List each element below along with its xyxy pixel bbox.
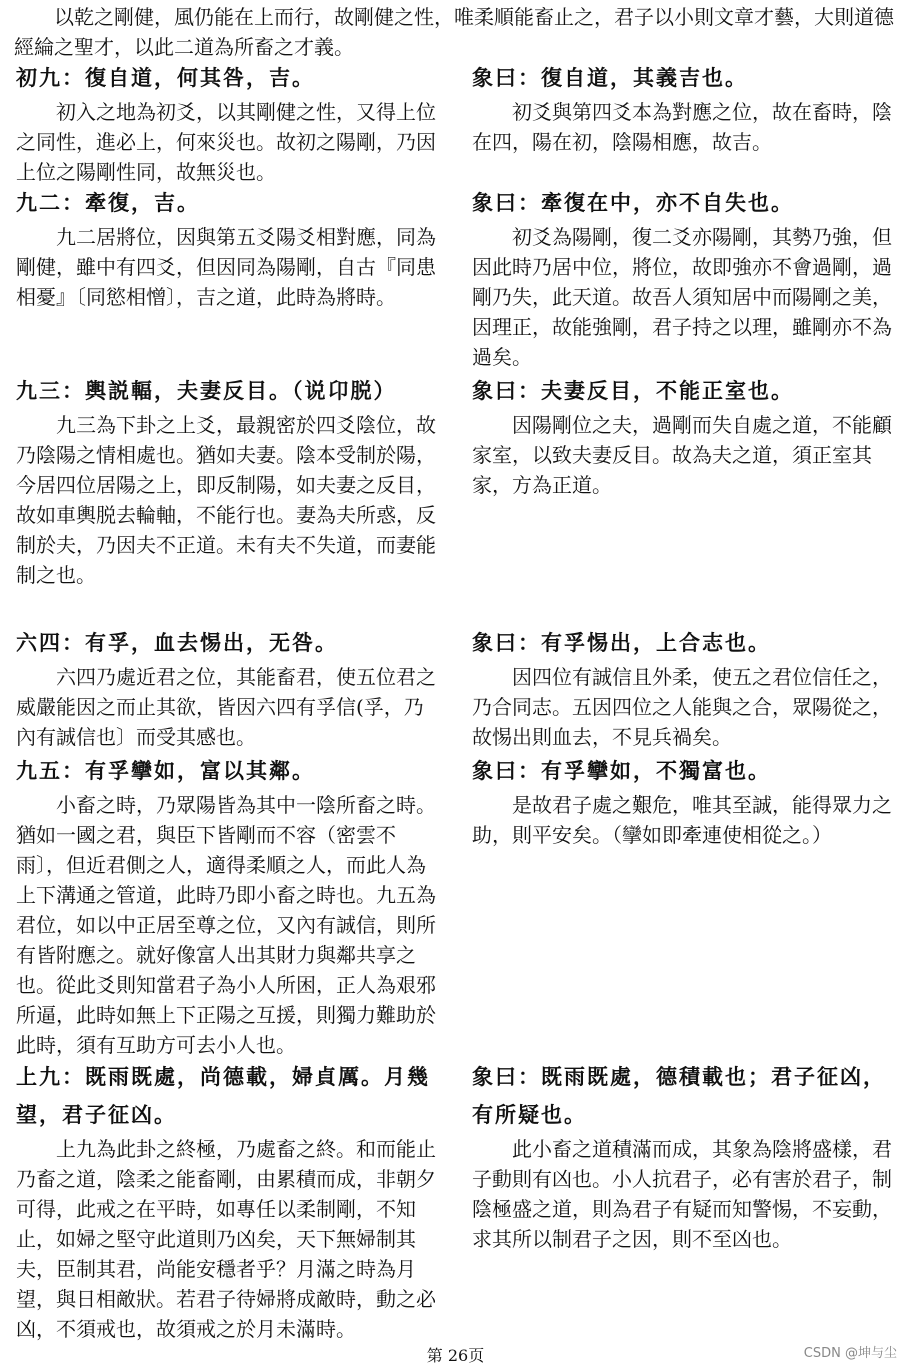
image-commentary: 是故君子處之艱危，唯其至誠，能得眾力之助，則平安矣。（攣如即牽連使相從之。） xyxy=(472,793,892,847)
intro-paragraph: 以乾之剛健，風仍能在上而行，故剛健之性，唯柔順能畜止之，君子以小則文章才藝，大則道德經綸之聖才，以此二道為所畜之才義。 xyxy=(14,5,894,59)
image-heading: 象曰：既雨既處，德積載也；君子征凶，有所疑也。 xyxy=(472,1065,886,1127)
image-commentary: 此小畜之道積滿而成，其象為陰將盛樣，君子動則有凶也。小人抗君子，必有害於君子，制陰極盛之道，則為君子有疑而知警惕，不妄動，求其所以制君子之因，則不至凶也。 xyxy=(472,1137,892,1251)
left-section-4 xyxy=(16,624,436,752)
left-section-2 xyxy=(16,184,436,312)
left-section-6 xyxy=(16,1058,436,1344)
line-heading: 初九：復自道，何其咎，吉。 xyxy=(16,66,315,90)
line-heading: 九五：有孚攣如，富以其鄰。 xyxy=(16,759,315,783)
image-commentary: 因四位有誠信且外柔，使五之君位信任之，乃合同志。五因四位之人能與之合，眾陽從之，故惕出則血去，不見兵禍矣。 xyxy=(472,665,892,749)
watermark: CSDN @坤与尘 xyxy=(803,1346,897,1361)
right-section-6 xyxy=(472,1058,892,1254)
line-heading: 九三：輿説輻，夫妻反目。（说卬脱） xyxy=(16,379,397,403)
line-commentary: 小畜之時，乃眾陽皆為其中一陰所畜之時。猶如一國之君，與臣下皆剛而不容（密雲不雨〕，但近君側之人，適得柔順之人，而此人為上下溝通之管道，此時乃即小畜之時也。九五為君位，如以中正居至尊之位，又內有誠信，則所有皆附應之。就好像富人出其財力與鄰共享之也。從此爻則知當君子為小人所困，正人為艰邪所逼，此時如無上下正陽之互援，則獨力難助於此時，須有互助方可去小人也。 xyxy=(16,793,436,1057)
line-commentary: 九三為下卦之上爻，最親密於四爻陰位，故乃陰陽之情相處也。猶如夫妻。陰本受制於陽，今居四位居陽之上，即反制陽，如夫妻之反目，故如車輿脱去輪軸，不能行也。妻為夫所惑，反制於夫，乃因夫不正道。未有夫不失道，而妻能制之也。 xyxy=(16,413,436,587)
line-commentary: 九二居將位，因與第五爻陽爻相對應，同為剛健，雖中有四爻，但因同為陽剛，自古『同患相憂』〔同慾相憎〕，吉之道，此時為將時。 xyxy=(16,225,436,309)
image-heading: 象曰：有孚攣如，不獨富也。 xyxy=(472,759,771,783)
line-heading: 上九：既雨既處，尚德載，婦貞厲。月幾望，君子征凶。 xyxy=(16,1065,430,1127)
line-commentary: 初入之地為初爻，以其剛健之性，又得上位之同性，進必上，何來災也。故初之陽剛，乃因上位之陽剛性同，故無災也。 xyxy=(16,100,436,184)
left-section-1 xyxy=(16,59,436,187)
page-number: 第 26页 xyxy=(426,1346,485,1365)
right-section-3 xyxy=(472,372,892,500)
line-commentary: 上九為此卦之終極，乃處畜之終。和而能止乃畜之道，陰柔之能畜剛，由累積而成，非朝夕可得，此戒之在平時，如專任以柔制剛，不知止，如婦之堅守此道則乃凶矣，天下無婦制其夫，臣制其君，尚能安穩者乎？月滿之時為月望，與日相敵狀。若君子待婦將成敵時，動之必凶，不須戒也，故須戒之於月未滿時。 xyxy=(16,1137,436,1341)
right-section-5 xyxy=(472,752,892,850)
right-section-2 xyxy=(472,184,892,372)
image-heading: 象曰：牽復在中，亦不自失也。 xyxy=(472,191,794,215)
image-heading: 象曰：夫妻反目，不能正室也。 xyxy=(472,379,794,403)
image-heading: 象曰：有孚惕出，上合志也。 xyxy=(472,631,771,655)
image-commentary: 初爻與第四爻本為對應之位，故在畜時，陰在四，陽在初，陰陽相應，故吉。 xyxy=(472,100,892,154)
right-section-1 xyxy=(472,59,892,157)
line-commentary: 六四乃處近君之位，其能畜君，使五位君之威嚴能因之而止其欲，皆因六四有孚信(孚，乃內有誠信也〕而受其感也。 xyxy=(16,665,436,749)
right-section-4 xyxy=(472,624,892,752)
image-commentary: 因陽剛位之夫，過剛而失自處之道，不能顧家室，以致夫妻反目。故為夫之道，須正室其家，方為正道。 xyxy=(472,413,892,497)
left-section-5 xyxy=(16,752,436,1060)
image-heading: 象曰：復自道，其義吉也。 xyxy=(472,66,748,90)
line-heading: 六四：有孚，血去惕出，无咎。 xyxy=(16,631,338,655)
left-section-3 xyxy=(16,372,436,590)
line-heading: 九二：牽復，吉。 xyxy=(16,191,200,215)
image-commentary: 初爻為陽剛，復二爻亦陽剛，其勢乃強，但因此時乃居中位，將位，故即強亦不會過剛，過剛乃失，此天道。故吾人須知居中而陽剛之美，因理正，故能強剛，君子持之以理，雖剛亦不為過矣。 xyxy=(472,225,892,369)
